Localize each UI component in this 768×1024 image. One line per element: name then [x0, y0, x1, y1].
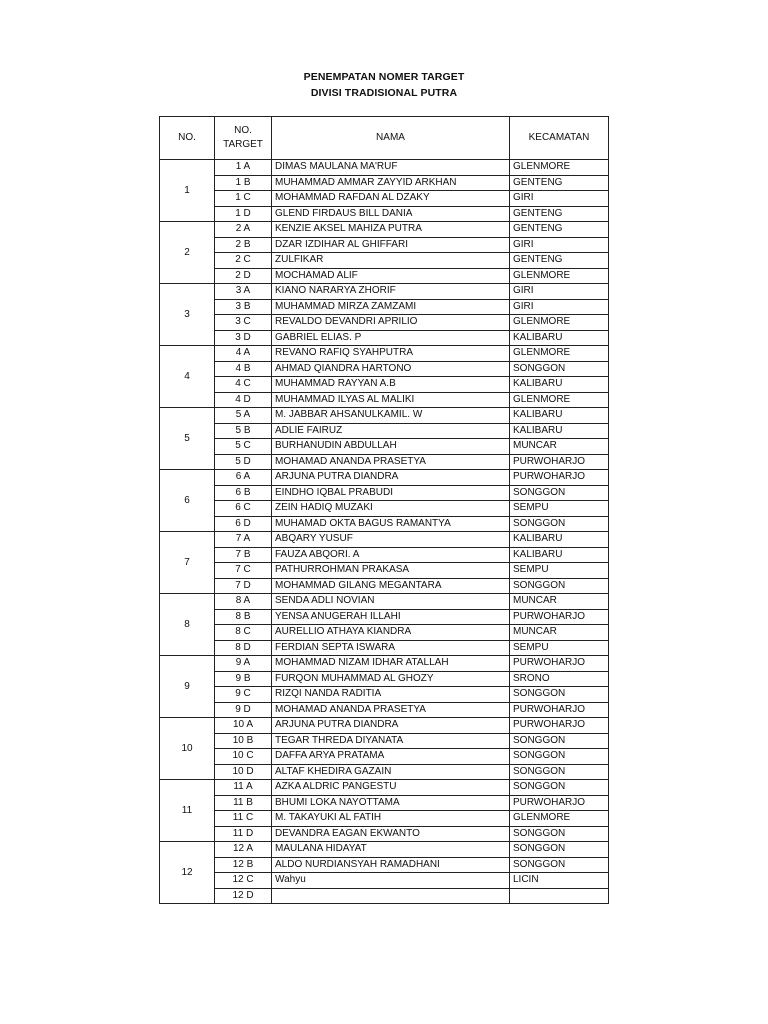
- target-cell: 1 D: [215, 206, 272, 222]
- target-cell: 1 A: [215, 160, 272, 176]
- table-row: [160, 733, 609, 749]
- name-cell: DEVANDRA EAGAN EKWANTO: [272, 826, 510, 842]
- table-row: [160, 780, 609, 796]
- target-cell: 12 C: [215, 873, 272, 889]
- name-cell: MOHAMAD ANANDA PRASETYA: [272, 454, 510, 470]
- kecamatan-cell: KALIBARU: [510, 547, 609, 563]
- name-cell: M. TAKAYUKI AL FATIH: [272, 811, 510, 827]
- target-cell: 7 C: [215, 563, 272, 579]
- target-cell: 6 B: [215, 485, 272, 501]
- kecamatan-cell: GLENMORE: [510, 160, 609, 176]
- target-cell: 1 B: [215, 175, 272, 191]
- kecamatan-cell: SONGGON: [510, 780, 609, 796]
- table-body: [160, 160, 609, 904]
- kecamatan-cell: PURWOHARJO: [510, 702, 609, 718]
- name-cell: ABQARY YUSUF: [272, 532, 510, 548]
- header-nama: NAMA: [272, 117, 510, 160]
- group-number: 7: [160, 532, 215, 594]
- target-cell: 8 B: [215, 609, 272, 625]
- kecamatan-cell: SONGGON: [510, 857, 609, 873]
- table-row: [160, 361, 609, 377]
- table-row: [160, 764, 609, 780]
- table-row: [160, 237, 609, 253]
- header-kecamatan: KECAMATAN: [510, 117, 609, 160]
- table-row: [160, 470, 609, 486]
- kecamatan-cell: KALIBARU: [510, 408, 609, 424]
- target-cell: 11 C: [215, 811, 272, 827]
- table-row: [160, 299, 609, 315]
- table-row: [160, 826, 609, 842]
- name-cell: REVANO RAFIQ SYAHPUTRA: [272, 346, 510, 362]
- header-no-target-line1: NO.: [234, 125, 252, 136]
- target-cell: 11 A: [215, 780, 272, 796]
- header-no-target-line2: TARGET: [223, 139, 263, 150]
- kecamatan-cell: MUNCAR: [510, 439, 609, 455]
- kecamatan-cell: GLENMORE: [510, 392, 609, 408]
- target-cell: 4 C: [215, 377, 272, 393]
- table-row: [160, 516, 609, 532]
- table-row: [160, 795, 609, 811]
- table-row: [160, 160, 609, 176]
- table-row: [160, 702, 609, 718]
- table-row: [160, 671, 609, 687]
- name-cell: EINDHO IQBAL PRABUDI: [272, 485, 510, 501]
- kecamatan-cell: GENTENG: [510, 206, 609, 222]
- target-cell: 2 A: [215, 222, 272, 238]
- kecamatan-cell: SONGGON: [510, 826, 609, 842]
- table-row: [160, 625, 609, 641]
- kecamatan-cell: SEMPU: [510, 501, 609, 517]
- target-cell: 5 C: [215, 439, 272, 455]
- table-row: [160, 392, 609, 408]
- table-row: [160, 749, 609, 765]
- kecamatan-cell: KALIBARU: [510, 423, 609, 439]
- target-cell: 4 A: [215, 346, 272, 362]
- table-row: [160, 873, 609, 889]
- kecamatan-cell: PURWOHARJO: [510, 470, 609, 486]
- target-cell: 5 D: [215, 454, 272, 470]
- table-row: [160, 532, 609, 548]
- table-row: [160, 842, 609, 858]
- kecamatan-cell: SONGGON: [510, 485, 609, 501]
- kecamatan-cell: GENTENG: [510, 222, 609, 238]
- name-cell: DZAR IZDIHAR AL GHIFFARI: [272, 237, 510, 253]
- name-cell: MOHAMMAD GILANG MEGANTARA: [272, 578, 510, 594]
- target-cell: 6 D: [215, 516, 272, 532]
- table-row: [160, 485, 609, 501]
- target-cell: 7 B: [215, 547, 272, 563]
- table-row: [160, 578, 609, 594]
- target-cell: 3 D: [215, 330, 272, 346]
- kecamatan-cell: GLENMORE: [510, 346, 609, 362]
- table-row: [160, 594, 609, 610]
- target-cell: 2 B: [215, 237, 272, 253]
- table-row: [160, 268, 609, 284]
- table-row: [160, 501, 609, 517]
- name-cell: ALDO NURDIANSYAH RAMADHANI: [272, 857, 510, 873]
- table-row: [160, 315, 609, 331]
- kecamatan-cell: SEMPU: [510, 640, 609, 656]
- group-number: 3: [160, 284, 215, 346]
- name-cell: MOHAMMAD RAFDAN AL DZAKY: [272, 191, 510, 207]
- kecamatan-cell: SRONO: [510, 671, 609, 687]
- table-row: [160, 656, 609, 672]
- target-cell: 10 D: [215, 764, 272, 780]
- header-no: NO.: [160, 117, 215, 160]
- name-cell: TEGAR THREDA DIYANATA: [272, 733, 510, 749]
- table-row: [160, 175, 609, 191]
- kecamatan-cell: MUNCAR: [510, 594, 609, 610]
- target-cell: 10 A: [215, 718, 272, 734]
- kecamatan-cell: LICIN: [510, 873, 609, 889]
- target-cell: 8 A: [215, 594, 272, 610]
- document-subtitle: DIVISI TRADISIONAL PUTRA: [310, 87, 458, 99]
- kecamatan-cell: SONGGON: [510, 733, 609, 749]
- name-cell: ALTAF KHEDIRA GAZAIN: [272, 764, 510, 780]
- header-no-target: [215, 117, 272, 160]
- table-row: [160, 191, 609, 207]
- kecamatan-cell: SONGGON: [510, 687, 609, 703]
- target-cell: 10 B: [215, 733, 272, 749]
- name-cell: KENZIE AKSEL MAHIZA PUTRA: [272, 222, 510, 238]
- target-table: [159, 116, 609, 904]
- target-cell: 4 D: [215, 392, 272, 408]
- name-cell: RIZQI NANDA RADITIA: [272, 687, 510, 703]
- target-cell: 10 C: [215, 749, 272, 765]
- name-cell: REVALDO DEVANDRI APRILIO: [272, 315, 510, 331]
- group-number: 5: [160, 408, 215, 470]
- group-number: 8: [160, 594, 215, 656]
- kecamatan-cell: GLENMORE: [510, 315, 609, 331]
- target-cell: 12 D: [215, 888, 272, 904]
- table-row: [160, 439, 609, 455]
- kecamatan-cell: PURWOHARJO: [510, 795, 609, 811]
- kecamatan-cell: GENTENG: [510, 253, 609, 269]
- name-cell: [272, 888, 510, 904]
- table-row: [160, 284, 609, 300]
- target-cell: 12 A: [215, 842, 272, 858]
- name-cell: DAFFA ARYA PRATAMA: [272, 749, 510, 765]
- table-row: [160, 718, 609, 734]
- name-cell: ADLIE FAIRUZ: [272, 423, 510, 439]
- name-cell: MOCHAMAD ALIF: [272, 268, 510, 284]
- target-cell: 9 A: [215, 656, 272, 672]
- name-cell: FAUZA ABQORI. A: [272, 547, 510, 563]
- kecamatan-cell: GLENMORE: [510, 811, 609, 827]
- table-row: [160, 206, 609, 222]
- table-header-row: [160, 117, 609, 160]
- target-cell: 7 D: [215, 578, 272, 594]
- table-row: [160, 222, 609, 238]
- target-cell: 12 B: [215, 857, 272, 873]
- group-number: 6: [160, 470, 215, 532]
- kecamatan-cell: SONGGON: [510, 516, 609, 532]
- name-cell: KIANO NARARYA ZHORIF: [272, 284, 510, 300]
- name-cell: MUHAMMAD MIRZA ZAMZAMI: [272, 299, 510, 315]
- kecamatan-cell: SONGGON: [510, 361, 609, 377]
- kecamatan-cell: SONGGON: [510, 842, 609, 858]
- name-cell: GABRIEL ELIAS. P: [272, 330, 510, 346]
- target-cell: 4 B: [215, 361, 272, 377]
- name-cell: MUHAMAD OKTA BAGUS RAMANTYA: [272, 516, 510, 532]
- kecamatan-cell: SEMPU: [510, 563, 609, 579]
- name-cell: MUHAMMAD ILYAS AL MALIKI: [272, 392, 510, 408]
- table-row: [160, 346, 609, 362]
- table-row: [160, 253, 609, 269]
- name-cell: MOHAMAD ANANDA PRASETYA: [272, 702, 510, 718]
- target-cell: 7 A: [215, 532, 272, 548]
- kecamatan-cell: GENTENG: [510, 175, 609, 191]
- kecamatan-cell: GIRI: [510, 284, 609, 300]
- group-number: 1: [160, 160, 215, 222]
- table-row: [160, 857, 609, 873]
- group-number: 11: [160, 780, 215, 842]
- name-cell: DIMAS MAULANA MA'RUF: [272, 160, 510, 176]
- target-cell: 9 B: [215, 671, 272, 687]
- kecamatan-cell: GIRI: [510, 237, 609, 253]
- target-cell: 9 D: [215, 702, 272, 718]
- target-cell: 6 C: [215, 501, 272, 517]
- table-row: [160, 377, 609, 393]
- target-cell: 3 B: [215, 299, 272, 315]
- kecamatan-cell: KALIBARU: [510, 330, 609, 346]
- name-cell: BHUMI LOKA NAYOTTAMA: [272, 795, 510, 811]
- kecamatan-cell: KALIBARU: [510, 532, 609, 548]
- kecamatan-cell: SONGGON: [510, 764, 609, 780]
- target-cell: 11 B: [215, 795, 272, 811]
- target-cell: 8 C: [215, 625, 272, 641]
- kecamatan-cell: GIRI: [510, 191, 609, 207]
- name-cell: M. JABBAR AHSANULKAMIL. W: [272, 408, 510, 424]
- target-cell: 1 C: [215, 191, 272, 207]
- table-row: [160, 423, 609, 439]
- name-cell: AZKA ALDRIC PANGESTU: [272, 780, 510, 796]
- target-cell: 2 C: [215, 253, 272, 269]
- target-cell: 5 A: [215, 408, 272, 424]
- table-row: [160, 888, 609, 904]
- target-cell: 2 D: [215, 268, 272, 284]
- name-cell: PATHURROHMAN PRAKASA: [272, 563, 510, 579]
- target-cell: 6 A: [215, 470, 272, 486]
- kecamatan-cell: PURWOHARJO: [510, 454, 609, 470]
- group-number: 4: [160, 346, 215, 408]
- group-number: 2: [160, 222, 215, 284]
- name-cell: YENSA ANUGERAH ILLAHI: [272, 609, 510, 625]
- group-number: 9: [160, 656, 215, 718]
- name-cell: MUHAMMAD RAYYAN A.B: [272, 377, 510, 393]
- name-cell: SENDA ADLI NOVIAN: [272, 594, 510, 610]
- name-cell: ARJUNA PUTRA DIANDRA: [272, 470, 510, 486]
- name-cell: BURHANUDIN ABDULLAH: [272, 439, 510, 455]
- target-cell: 11 D: [215, 826, 272, 842]
- name-cell: ZEIN HADIQ MUZAKI: [272, 501, 510, 517]
- kecamatan-cell: PURWOHARJO: [510, 718, 609, 734]
- name-cell: MOHAMMAD NIZAM IDHAR ATALLAH: [272, 656, 510, 672]
- kecamatan-cell: PURWOHARJO: [510, 609, 609, 625]
- table-row: [160, 609, 609, 625]
- kecamatan-cell: PURWOHARJO: [510, 656, 609, 672]
- kecamatan-cell: MUNCAR: [510, 625, 609, 641]
- kecamatan-cell: KALIBARU: [510, 377, 609, 393]
- name-cell: FURQON MUHAMMAD AL GHOZY: [272, 671, 510, 687]
- name-cell: FERDIAN SEPTA ISWARA: [272, 640, 510, 656]
- target-cell: 9 C: [215, 687, 272, 703]
- group-number: 12: [160, 842, 215, 904]
- table-row: [160, 454, 609, 470]
- name-cell: Wahyu: [272, 873, 510, 889]
- table-row: [160, 811, 609, 827]
- table-row: [160, 547, 609, 563]
- kecamatan-cell: SONGGON: [510, 749, 609, 765]
- table-row: [160, 330, 609, 346]
- kecamatan-cell: GLENMORE: [510, 268, 609, 284]
- kecamatan-cell: GIRI: [510, 299, 609, 315]
- kecamatan-cell: [510, 888, 609, 904]
- table-row: [160, 687, 609, 703]
- target-cell: 3 C: [215, 315, 272, 331]
- table-row: [160, 640, 609, 656]
- target-cell: 8 D: [215, 640, 272, 656]
- document-title: PENEMPATAN NOMER TARGET: [303, 71, 465, 83]
- name-cell: MAULANA HIDAYAT: [272, 842, 510, 858]
- name-cell: GLEND FIRDAUS BILL DANIA: [272, 206, 510, 222]
- group-number: 10: [160, 718, 215, 780]
- name-cell: AHMAD QIANDRA HARTONO: [272, 361, 510, 377]
- kecamatan-cell: SONGGON: [510, 578, 609, 594]
- name-cell: AURELLIO ATHAYA KIANDRA: [272, 625, 510, 641]
- name-cell: MUHAMMAD AMMAR ZAYYID ARKHAN: [272, 175, 510, 191]
- name-cell: ZULFIKAR: [272, 253, 510, 269]
- table-row: [160, 408, 609, 424]
- name-cell: ARJUNA PUTRA DIANDRA: [272, 718, 510, 734]
- table-row: [160, 563, 609, 579]
- target-cell: 3 A: [215, 284, 272, 300]
- target-cell: 5 B: [215, 423, 272, 439]
